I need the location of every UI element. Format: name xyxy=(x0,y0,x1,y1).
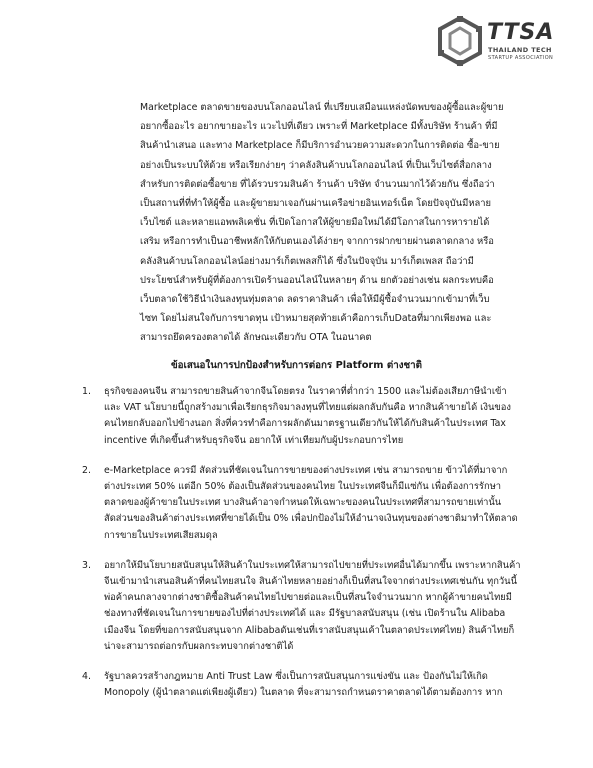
section-heading: ข้อเสนอในการปกป้องสำหรับการต่อกร Platform ต่างชาติ xyxy=(170,360,423,371)
list-item xyxy=(82,669,522,701)
list-item-number: 2. xyxy=(82,464,91,476)
logo-line2: STARTUP ASSOCIATION xyxy=(488,55,554,61)
intro-paragraph: Marketplace ตลาดขายของบนโลกออนไลน์ ที่เปรียบเสมือนแหล่งนัดพบของผู้ซื้อและผู้ขาย อยากซื้ออะไร อยากขายอะไร แวะไปที่เดียว เพราะที่ Marketplace มีทั้งบริษัท ร้านค้า ที่มีสินค้านำเสนอ และทาง Marketplace ก็มีบริการอำนวยความสะดวกในการติดต่อ ซื้อ-ขาย อย่างเป็นระบบให้ด้วย หรือเรียกง่ายๆ ว่าคลังสินค้าบนโลกออนไลน์ ที่เป็นเว็บไซต์สื่อกลางสำหรับการติดต่อซื้อขาย ที่ได้รวบรวมสินค้า ร้านค้า บริษัท จำนวนมากไว้ด้วยกัน ซึ่งถือว่าเป็นสถานที่ที่ทำให้ผู้ซื้อ และผู้ขายมาเจอกันผ่านเครือข่ายอินเทอร์เน็ต โดยปัจจุบันมีหลายเว็บไซต์ และหลายแอพพลิเคชั่น ที่เปิดโอกาสให้ผู้ขายมือใหม่ได้มีโอกาสในการหารายได้เสริม หรือการทำเป็นอาชีพหลักให้กับตนเองได้ง่ายๆ จากการฝากขายผ่านตลาดกลาง หรือคลังสินค้าบนโลกออนไลน์อย่างมาร์เก็ตเพลสก็ได้ ซึ่งในปัจจุบัน มาร์เก็ตเพลส ถือว่ามีประโยชน์สำหรับผู้ที่ต้องการเปิดร้านออนไลน์ในหลายๆ ด้าน ยกตัวอย่างเช่น ผลกระทบคือ เว็บตลาดใช้วิธีนำเงินลงทุนทุ่มตลาด ลดราคาสินค้า เพื่อให้มีผู้ซื้อจำนวนมากเข้ามาที่เว็บไซท โดยไม่สนใจกับการขาดทุน เป้าหมายสุดท้ายเค้าคือการเก็บDataที่มากเพียงพอ และ สามารถยึดครองตลาดได้ ลักษณะเดียวกับ OTA ในอนาคต xyxy=(140,102,504,344)
proposal-list xyxy=(82,384,522,715)
intro-section xyxy=(140,98,505,348)
list-item-number: 4. xyxy=(82,671,91,683)
list-item-text: รัฐบาลควรสร้างกฎหมาย Anti Trust Law ซึ่งเป็นการสนับสนุนการแข่งขัน และ ป้องกันไม่ให้เกิด Monopoly (ผู้นำตลาดแต่เพียงผู้เดียว) ในตลาด ที่จะสามารถกำหนดราคาตลาดได้ตามต้องการ หาก xyxy=(104,671,503,699)
list-item-number: 3. xyxy=(82,559,91,571)
ttsa-logo xyxy=(436,16,576,74)
list-item-text: ธุรกิจของคนจีน สามารถขายสินค้าจากจีนโดยตรง ในราคาที่ต่ำกว่า 1500 และไม่ต้องเสียภาษีนำเข้า และ VAT นโยบายนี้ถูกสร้างมาเพื่อเรียกธุรกิจมาลงทุนที่ไทยแต่ผลกลับกันคือ หากสินค้าขายได้ เงินของคนไทยกลับออกไปข้างนอก สิ่งที่ควรทำคือการผลักดันมาตรฐานเดียวกันให้ได้กับสินค้าในประเทศ Tax incentive ที่เกิดขึ้นสำหรับธุรกิจจีน อยากให้ เท่าเทียมกับผู้ประกอบการไทย xyxy=(104,386,511,446)
list-item xyxy=(82,463,522,544)
list-item xyxy=(82,384,522,449)
list-item-text: อยากให้มีนโยบายสนับสนุนให้สินค้าในประเทศให้สามารถไปขายที่ประเทศอื่นได้มากขึ้น เพราะหากสินค้าจีนเข้ามานำเสนอสินค้าที่คนไทยสนใจ สินค้าไทยหลายอย่างก็เป็นที่สนใจจากต่างประเทศเช่นกัน ทุกวันนี้พ่อค้าคนกลางจากต่างชาติซื้อสินค้าคนไทยไปขายต่อและเป็นที่สนใจจำนวนมาก หากผู้ค้าขายคนไทยมีช่องทางที่ชัดเจนในการขายของไปที่ต่างประเทศได้ และ มีรัฐบาลสนับสนุน (เช่น เปิดร้านใน Alibaba เมืองจีน โดยที่ขอการสนับสนุนจาก Alibabaดันเช่นที่เราสนับสนุนเค้าในตลาดประเทศไทย) สินค้าไทยก็น่าจะสามารถต่อกรกับผลกระทบจากต่างชาติได้ xyxy=(104,559,521,652)
list-item xyxy=(82,558,522,655)
list-item-text: e-Marketplace ควรมี สัดส่วนที่ชัดเจนในการขายของต่างประเทศ เช่น สามารถขาย ข้าวได้ที่มาจากต่างประเทศ 50% แต่อีก 50% ต้องเป็นสัดส่วนของคนไทย ในประเทศจีนก็มีแซ่กัน เพื่อต้องการรักษาตลาดของผู้ค้าขายในประเทศ บางสินค้าอาจกำหนดให้เฉพาะของคนในประเทศที่สามารถขายเท่านั้น สัดส่วนของสินค้าต่างประเทศที่ขายได้เป็น 0% เพื่อปกป้องไม่ให้อำนาจเงินทุนของต่างชาติมาทำให้ตลาดการขายในประเทศเสียสมดุล xyxy=(104,464,518,541)
hexagon-gear-icon xyxy=(436,16,484,68)
list-item-number: 1. xyxy=(82,386,91,397)
logo-brand: TTSA xyxy=(487,20,555,45)
logo-line1: THAILAND TECH xyxy=(488,46,552,54)
